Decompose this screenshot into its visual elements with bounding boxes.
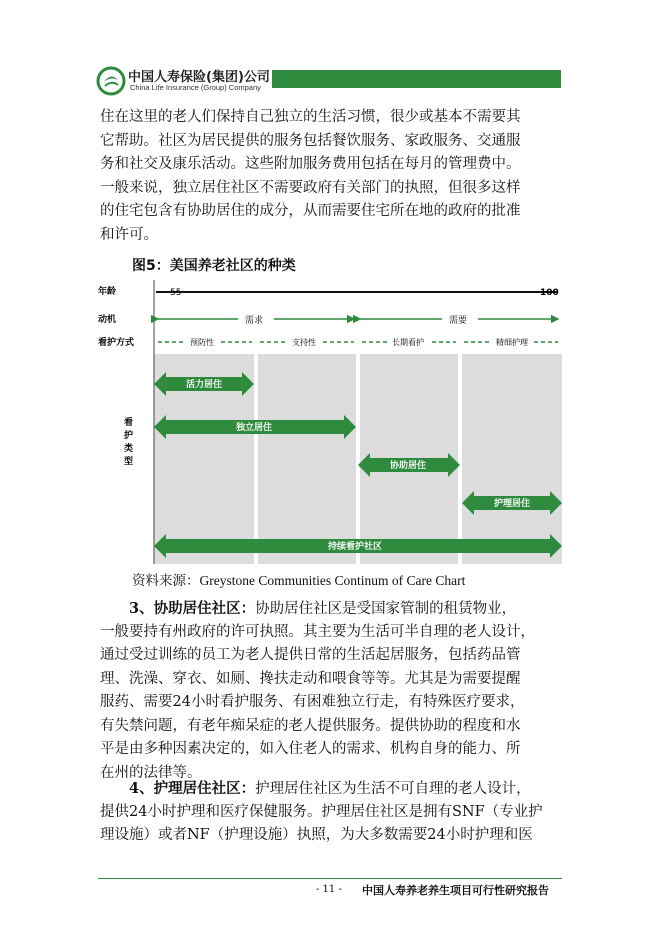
housing-label-assisted: 协助居住 xyxy=(390,461,427,471)
paragraph-independent-living xyxy=(100,106,562,247)
column-bg xyxy=(258,354,356,564)
text-fragment: 护理居住社区为生活不可自理的老人设计， xyxy=(255,781,531,797)
housing-label-independent: 独立居住 xyxy=(236,423,273,433)
text-line: 有失禁问题，有老年痴呆症的老人提供服务。提供协助的程度和水 xyxy=(100,717,521,734)
page-number: - 11 - xyxy=(316,884,342,895)
age-end-label: 100 xyxy=(540,288,559,298)
care-label-longterm: 长期看护 xyxy=(392,338,424,347)
row-label-care: 看护方式 xyxy=(98,338,135,348)
senior-community-diagram xyxy=(98,278,562,564)
text-line: 和许可。 xyxy=(100,226,158,243)
row-label-type-char: 护 xyxy=(124,431,134,441)
paragraph-nursing-living xyxy=(100,777,562,848)
section-heading: 4、护理居住社区： xyxy=(129,780,256,797)
text-line: 一般要持有州政府的许可执照。其主要为生活可半自理的老人设计， xyxy=(100,623,535,640)
text-line: 理设施）或者NF（护理设施）执照，为大多数需要24小时护理和医 xyxy=(100,827,533,843)
age-start-label: 55 xyxy=(170,288,182,298)
text-line: 务和社交及康乐活动。这些附加服务费用包括在每月的管理费中。 xyxy=(100,156,521,172)
footer-divider xyxy=(98,878,562,879)
text-line xyxy=(100,597,562,621)
housing-label-ccrc: 持续看护社区 xyxy=(328,542,383,552)
company-logo-icon xyxy=(96,66,126,96)
text-line: 住在这里的老人们保持自己独立的生活习惯，很少或基本不需要其 xyxy=(100,109,521,125)
housing-label-nursing: 护理居住 xyxy=(494,499,531,509)
text-line: 的住宅包含有协助居住的成分，从而需要住宅所在地的政府的批准 xyxy=(100,203,521,219)
text-line: 在州的法律等。 xyxy=(100,764,202,781)
row-label-age: 年龄 xyxy=(98,287,117,297)
column-bg xyxy=(462,354,562,564)
text-line: 一般来说，独立居住社区不需要政府有关部门的执照，但很多这样 xyxy=(100,179,521,196)
company-name-cn: 中国人寿保险(集团)公司 xyxy=(128,70,270,85)
text-line: 通过受过训练的员工为老人提供日常的生活起居服务，包括药品管 xyxy=(100,647,521,663)
motive-need-label: 需求 xyxy=(245,316,264,326)
text-line: 理、洗澡、穿衣、如厕、搀扶走动和喂食等等。尤其是为需要提醒 xyxy=(100,670,521,687)
paragraph-assisted-living xyxy=(100,597,562,785)
row-label-type-char: 型 xyxy=(124,457,134,467)
row-label-motive: 动机 xyxy=(98,315,117,325)
company-name-en: China Life Insurance (Group) Company xyxy=(130,83,261,92)
text-line xyxy=(100,777,562,801)
motive-want-label: 需要 xyxy=(449,316,468,326)
text-fragment: 协助居住社区是受国家管制的租赁物业， xyxy=(255,601,517,617)
figure-source: 资料来源：Greystone Communities Continum of Care Chart xyxy=(132,573,466,588)
text-line: 提供24小时护理和医疗保健服务。护理居住社区是拥有SNF（专业护 xyxy=(100,803,543,820)
text-line: 平是由多种因素决定的，如入住老人的需求、机构自身的能力、所 xyxy=(100,741,521,757)
housing-label-active: 活力居住 xyxy=(186,380,223,390)
row-label-type xyxy=(124,416,133,467)
footer-title: 中国人寿养老养生项目可行性研究报告 xyxy=(362,884,549,897)
section-heading: 3、协助居住社区： xyxy=(129,600,256,617)
text-line: 它帮助。社区为居民提供的服务包括餐饮服务、家政服务、交通服 xyxy=(100,132,521,149)
row-label-type-char: 看 xyxy=(124,418,134,428)
row-label-type-char: 类 xyxy=(124,444,134,454)
care-label-intensive: 精细护理 xyxy=(496,338,528,347)
figure-title: 图5：美国养老社区的种类 xyxy=(132,258,296,274)
header-bar xyxy=(272,70,561,88)
text-line: 服药、需要24小时看护服务、有困难独立行走，有特殊医疗要求， xyxy=(100,694,525,710)
care-label-preventive: 预防性 xyxy=(190,338,214,347)
care-label-supportive: 支持性 xyxy=(292,338,316,347)
